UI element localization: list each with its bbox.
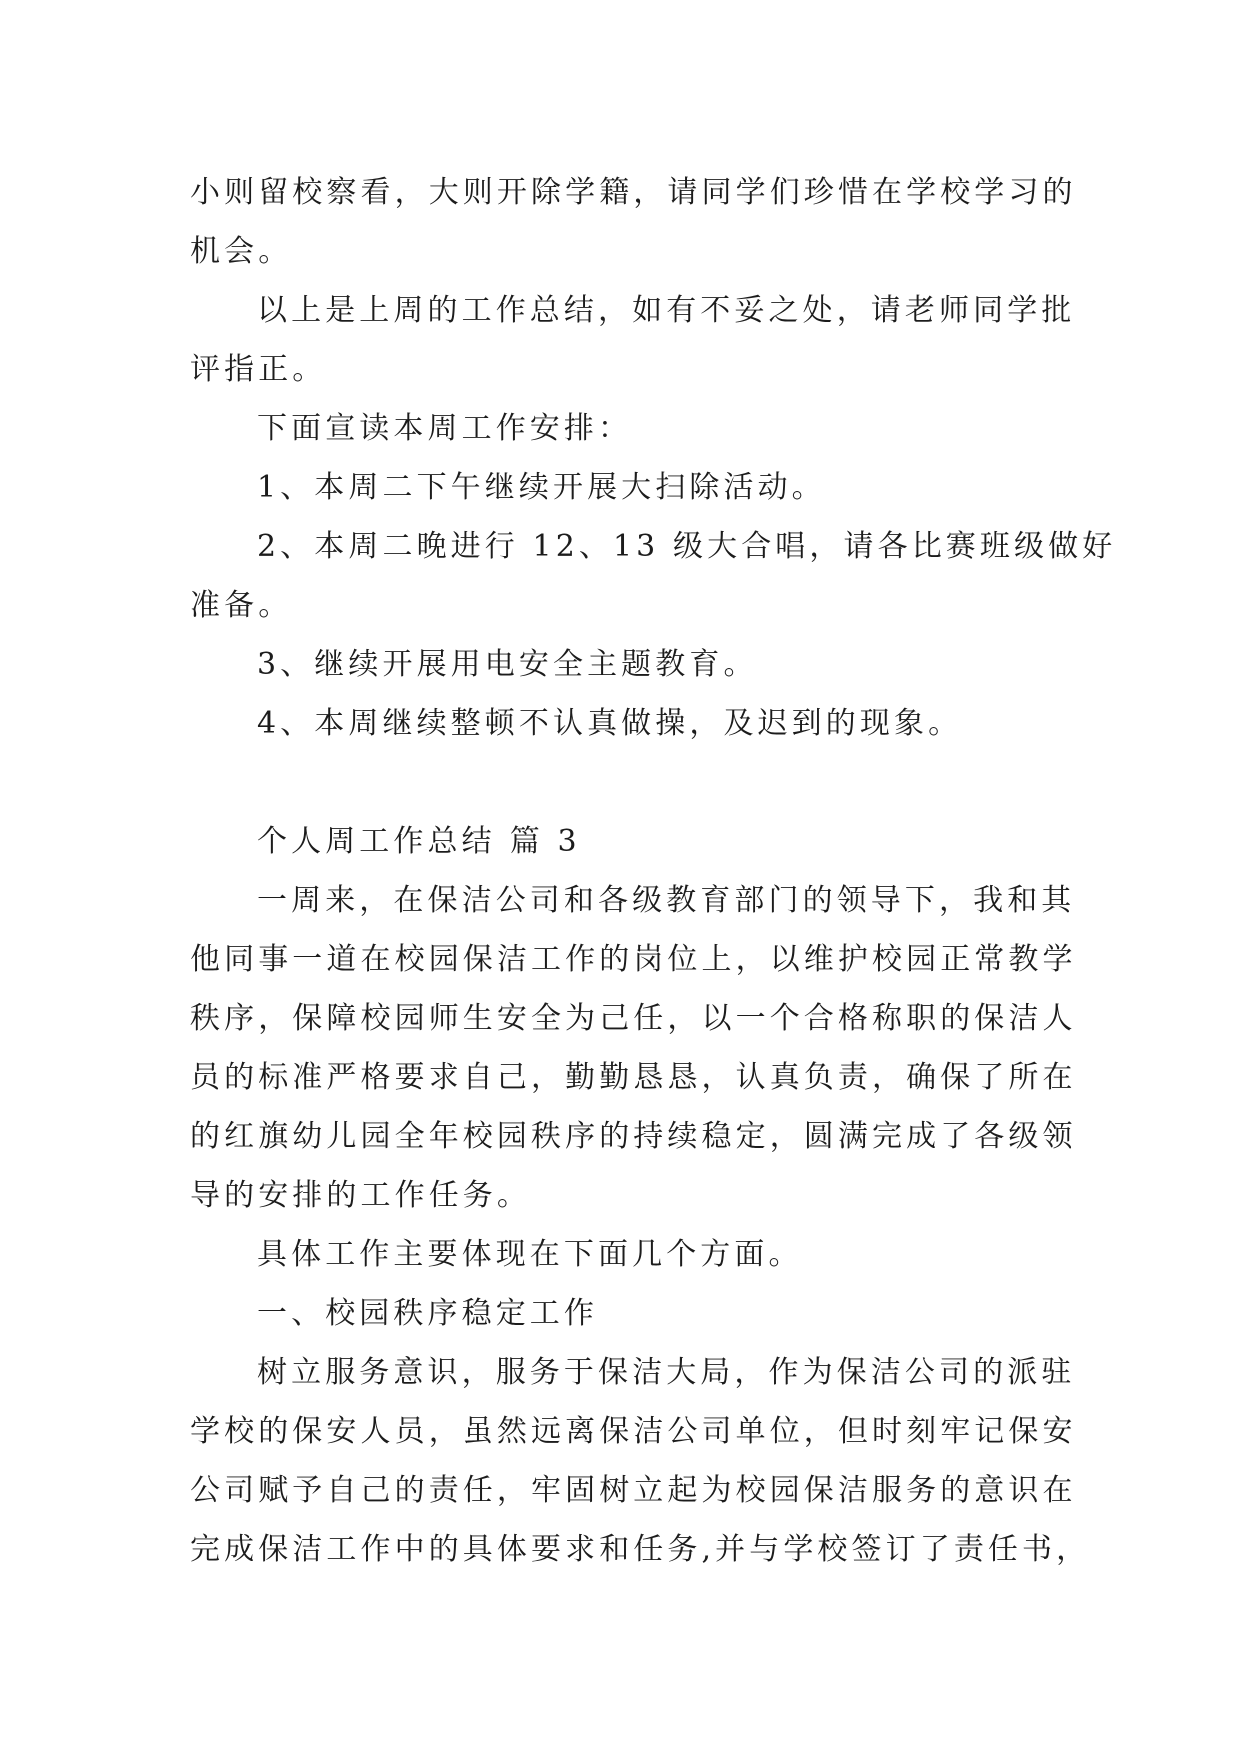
text-line: 员的标准严格要求自己，勤勤恳恳，认真负责，确保了所在 [190,1060,1077,1095]
schedule-item: 2、本周二晚进行 12、13 级大合唱，请各比赛班级做好 [257,529,1117,564]
text-line: 一周来，在保洁公司和各级教育部门的领导下，我和其 [257,883,1076,918]
text-line: 小则留校察看，大则开除学籍，请同学们珍惜在学校学习的 [190,175,1077,210]
text-line: 评指正。 [190,352,327,387]
text-line: 机会。 [190,234,293,269]
schedule-item: 1、本周二下午继续开展大扫除活动。 [257,470,826,505]
text-line: 完成保洁工作中的具体要求和任务,并与学校签订了责任书， [190,1532,1091,1567]
aspects-intro: 具体工作主要体现在下面几个方面。 [257,1237,803,1272]
schedule-list [190,458,1117,753]
text-line: 公司赋予自己的责任，牢固树立起为校园保洁服务的意识在 [190,1473,1077,1508]
schedule-item: 3、继续开展用电安全主题教育。 [257,647,758,682]
section-heading [190,812,1050,871]
schedule-item-continuation: 准备。 [190,588,293,623]
section-spacer [190,753,1050,812]
subheading-campus-order: 一、校园秩序稳定工作 [257,1296,598,1331]
paragraph-summary-closing [190,281,1076,399]
text-line: 的红旗幼儿园全年校园秩序的持续稳定，圆满完成了各级领 [190,1119,1077,1154]
section-title: 个人周工作总结 [257,824,496,859]
paragraph-discipline-warning [190,163,1077,281]
text-line: 以上是上周的工作总结，如有不妥之处，请老师同学批 [257,293,1076,328]
paragraph-intro [190,871,1077,1225]
schedule-item: 4、本周继续整顿不认真做操，及迟到的现象。 [257,706,963,741]
text-line: 导的安排的工作任务。 [190,1178,531,1213]
paragraph-service-awareness [190,1343,1091,1579]
text-line: 树立服务意识，服务于保洁大局，作为保洁公司的派驻 [257,1355,1076,1390]
text-line: 学校的保安人员，虽然远离保洁公司单位，但时刻牢记保安 [190,1414,1077,1449]
text-line: 他同事一道在校园保洁工作的岗位上，以维护校园正常教学 [190,942,1077,977]
text-line: 秩序，保障校园师生安全为己任，以一个合格称职的保洁人 [190,1001,1077,1036]
schedule-intro: 下面宣读本周工作安排： [257,411,633,446]
section-label: 篇 3 [509,824,581,859]
document-body [190,163,1117,1579]
